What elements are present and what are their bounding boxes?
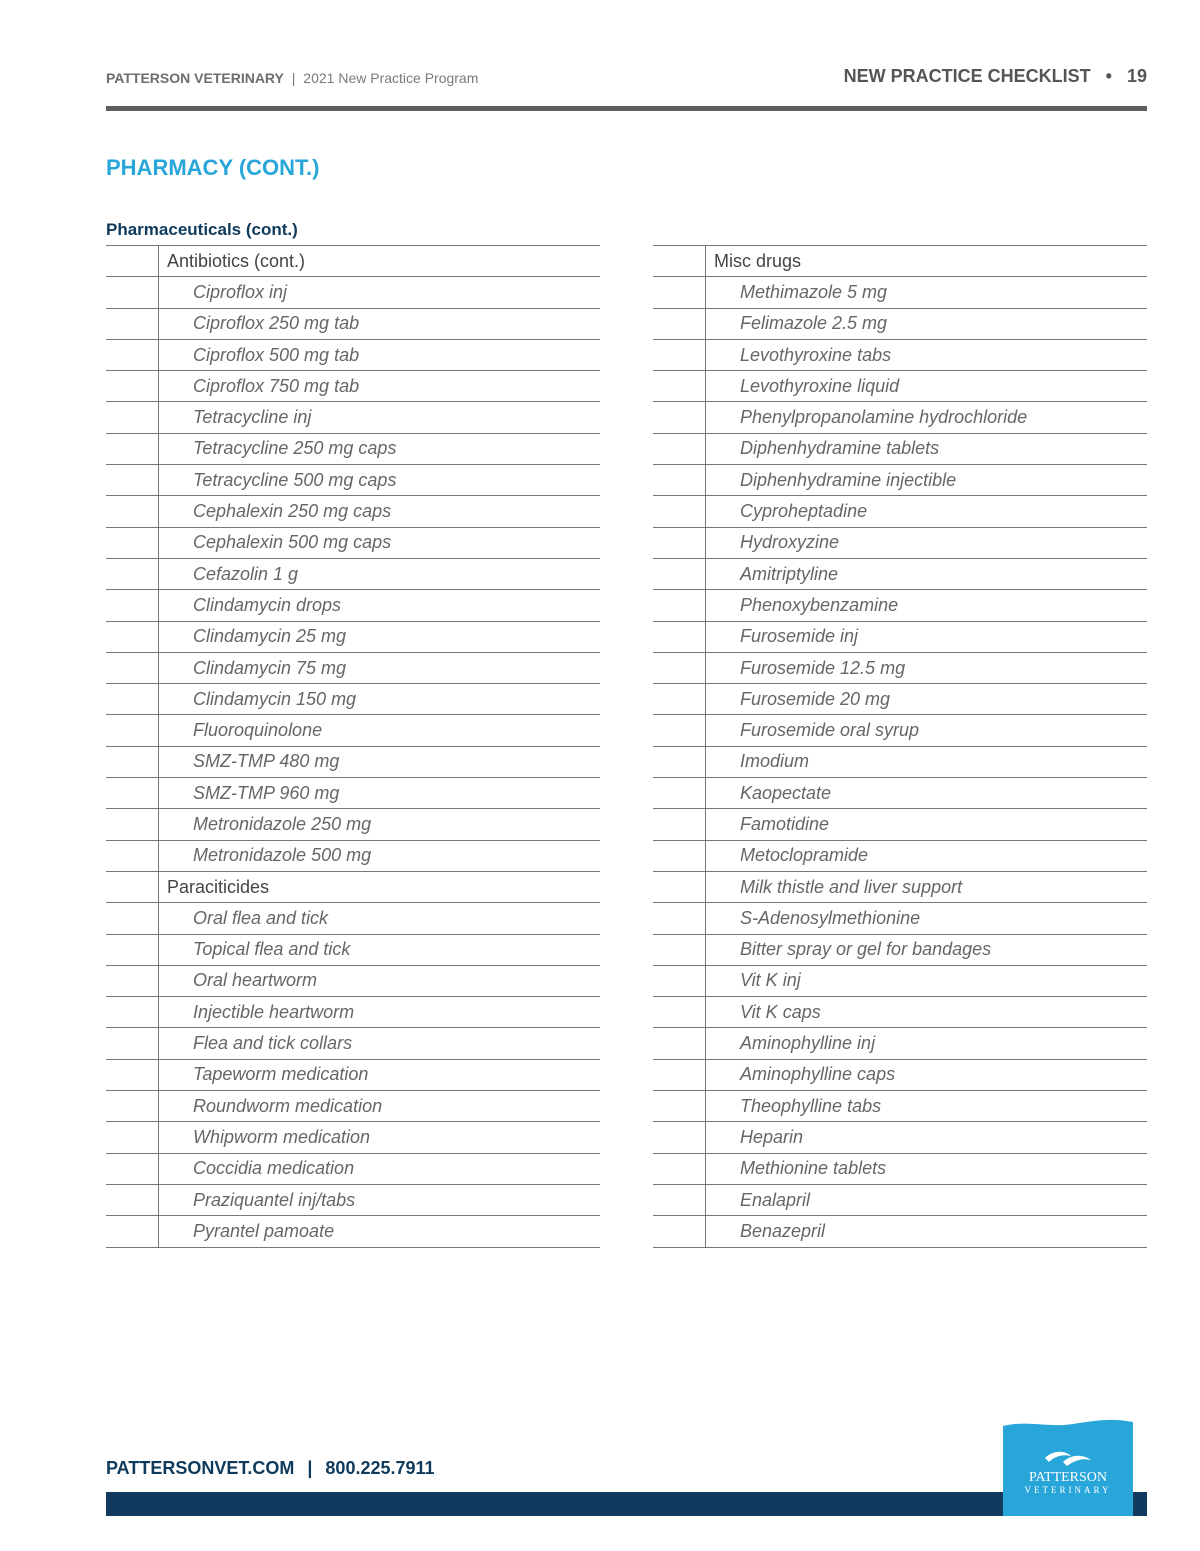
item-label: Aminophylline caps <box>740 1064 896 1085</box>
item-label: Cephalexin 500 mg caps <box>193 532 392 553</box>
checklist-row <box>653 778 1147 809</box>
checkbox-cell[interactable] <box>106 684 159 714</box>
footer-contact <box>106 1458 435 1479</box>
checkbox-cell[interactable] <box>653 684 706 714</box>
checklist-row <box>106 903 600 934</box>
checkbox-cell[interactable] <box>106 528 159 558</box>
checkbox-cell[interactable] <box>106 872 159 902</box>
checkbox-cell[interactable] <box>106 903 159 933</box>
checklist-row <box>106 747 600 778</box>
checklist-row <box>653 1028 1147 1059</box>
footer-separator: | <box>307 1458 313 1478</box>
item-label: Benazepril <box>740 1220 826 1241</box>
checklist-row <box>653 1060 1147 1091</box>
checkbox-cell[interactable] <box>106 715 159 745</box>
category-label: Misc drugs <box>714 250 802 271</box>
footer-phone[interactable]: 800.225.7911 <box>325 1458 435 1478</box>
checkbox-cell[interactable] <box>106 1091 159 1121</box>
checklist-row <box>106 309 600 340</box>
checklist-row <box>653 903 1147 934</box>
item-label: Cefazolin 1 g <box>193 563 299 584</box>
item-label: S-Adenosylmethionine <box>740 907 921 928</box>
item-label: Coccidia medication <box>193 1158 355 1179</box>
item-label: Amitriptyline <box>740 563 839 584</box>
checklist-row <box>106 1122 600 1153</box>
checklist-row <box>106 715 600 746</box>
checklist-row <box>653 402 1147 433</box>
checklist-row <box>653 872 1147 903</box>
checkbox-cell[interactable] <box>106 809 159 839</box>
item-label: Cephalexin 250 mg caps <box>193 501 392 522</box>
checkbox-cell[interactable] <box>653 277 706 307</box>
checkbox-cell[interactable] <box>653 402 706 432</box>
checklist-row <box>653 1122 1147 1153</box>
checklist-row <box>653 715 1147 746</box>
checkbox-cell[interactable] <box>653 997 706 1027</box>
checkbox-cell[interactable] <box>106 1216 159 1246</box>
checkbox-cell[interactable] <box>653 622 706 652</box>
item-label: Felimazole 2.5 mg <box>740 313 888 334</box>
checklist-row <box>106 684 600 715</box>
checkbox-cell[interactable] <box>653 1122 706 1152</box>
checkbox-cell[interactable] <box>106 1028 159 1058</box>
item-label: Kaopectate <box>740 782 832 803</box>
footer-website[interactable]: PATTERSONVET.COM <box>106 1458 295 1478</box>
checkbox-cell[interactable] <box>653 1060 706 1090</box>
checklist-right-column <box>653 245 1147 1248</box>
item-label: Oral heartworm <box>193 970 318 991</box>
section-title: PHARMACY (CONT.) <box>106 155 320 180</box>
header-separator: | <box>291 70 296 86</box>
item-label: Famotidine <box>740 813 830 834</box>
checkbox-cell[interactable] <box>653 872 706 902</box>
checklist-row <box>106 496 600 527</box>
item-label: Aminophylline inj <box>740 1033 876 1054</box>
item-label: Clindamycin 25 mg <box>193 626 347 647</box>
checkbox-cell[interactable] <box>653 1028 706 1058</box>
checklist-row <box>653 590 1147 621</box>
item-label: Vit K inj <box>740 970 801 991</box>
checkbox-cell[interactable] <box>106 309 159 339</box>
item-label: Phenylpropanolamine hydrochloride <box>740 407 1028 428</box>
checklist-row <box>653 496 1147 527</box>
item-label: Furosemide 12.5 mg <box>740 657 906 678</box>
checklist-row <box>653 1185 1147 1216</box>
checklist-row <box>106 371 600 402</box>
item-label: Diphenhydramine tablets <box>740 438 940 459</box>
checkbox-cell[interactable] <box>653 903 706 933</box>
checklist-row <box>106 841 600 872</box>
checklist-left-column <box>106 245 600 1248</box>
checkbox-cell[interactable] <box>653 778 706 808</box>
item-label: Phenoxybenzamine <box>740 594 899 615</box>
category-label: Antibiotics (cont.) <box>167 250 306 271</box>
checklist-row <box>653 997 1147 1028</box>
subsection-title: Pharmaceuticals (cont.) <box>106 220 298 239</box>
checklist-row <box>653 622 1147 653</box>
item-label: Furosemide 20 mg <box>740 688 891 709</box>
checkbox-cell[interactable] <box>653 841 706 871</box>
checklist-row <box>106 277 600 308</box>
item-label: Imodium <box>740 751 810 772</box>
item-label: Enalapril <box>740 1189 811 1210</box>
checklist-row <box>653 434 1147 465</box>
item-label: Hydroxyzine <box>740 532 840 553</box>
checklist-row <box>106 653 600 684</box>
checklist-row <box>653 809 1147 840</box>
checklist-row <box>106 559 600 590</box>
checkbox-cell[interactable] <box>106 465 159 495</box>
checkbox-cell[interactable] <box>106 246 159 276</box>
checkbox-cell[interactable] <box>653 1185 706 1215</box>
category-row <box>106 872 600 903</box>
checkbox-cell[interactable] <box>653 747 706 777</box>
logo-text-bottom: VETERINARY <box>1024 1485 1112 1495</box>
checklist-row <box>653 528 1147 559</box>
item-label: Clindamycin drops <box>193 594 342 615</box>
checkbox-cell[interactable] <box>106 1122 159 1152</box>
checklist-row <box>106 1154 600 1185</box>
header-program-info <box>106 70 478 86</box>
checklist-row <box>106 528 600 559</box>
checkbox-cell[interactable] <box>653 559 706 589</box>
checkbox-cell[interactable] <box>653 1091 706 1121</box>
footer-bar <box>106 1492 1147 1516</box>
item-label: SMZ-TMP 480 mg <box>193 751 340 772</box>
item-label: Ciproflox 250 mg tab <box>193 313 360 334</box>
checklist-row <box>653 371 1147 402</box>
checkbox-cell[interactable] <box>106 496 159 526</box>
item-label: Vit K caps <box>740 1001 821 1022</box>
item-label: Levothyroxine liquid <box>740 375 900 396</box>
checklist-row <box>106 465 600 496</box>
item-label: Whipworm medication <box>193 1126 371 1147</box>
item-label: Levothyroxine tabs <box>740 344 892 365</box>
checklist-row <box>653 684 1147 715</box>
checkbox-cell[interactable] <box>653 653 706 683</box>
checklist-row <box>653 465 1147 496</box>
item-label: Furosemide inj <box>740 626 859 647</box>
item-label: Tetracycline inj <box>193 407 312 428</box>
checkbox-cell[interactable] <box>106 966 159 996</box>
checkbox-cell[interactable] <box>653 715 706 745</box>
item-label: Ciproflox 750 mg tab <box>193 375 360 396</box>
item-label: Heparin <box>740 1126 804 1147</box>
checkbox-cell[interactable] <box>653 246 706 276</box>
bullet-separator: • <box>1105 66 1112 86</box>
logo-text-top: PATTERSON <box>1028 1470 1108 1485</box>
checkbox-cell[interactable] <box>653 434 706 464</box>
item-label: Metronidazole 500 mg <box>193 845 372 866</box>
item-label: Theophylline tabs <box>740 1095 882 1116</box>
checklist-row <box>653 653 1147 684</box>
checklist-row <box>106 935 600 966</box>
checklist-row <box>106 590 600 621</box>
item-label: Fluoroquinolone <box>193 720 323 741</box>
item-label: Ciproflox 500 mg tab <box>193 344 360 365</box>
checkbox-cell[interactable] <box>653 1154 706 1184</box>
checkbox-cell[interactable] <box>106 997 159 1027</box>
item-label: Tapeworm medication <box>193 1064 369 1085</box>
checkbox-cell[interactable] <box>106 841 159 871</box>
checklist-row <box>106 340 600 371</box>
checkbox-cell[interactable] <box>106 778 159 808</box>
item-label: Praziquantel inj/tabs <box>193 1189 356 1210</box>
checkbox-cell[interactable] <box>106 1185 159 1215</box>
checklist-row <box>653 559 1147 590</box>
item-label: Oral flea and tick <box>193 907 329 928</box>
checklist-row <box>106 1216 600 1247</box>
checkbox-cell[interactable] <box>653 966 706 996</box>
item-label: Furosemide oral syrup <box>740 720 920 741</box>
checkbox-cell[interactable] <box>106 622 159 652</box>
checkbox-cell[interactable] <box>106 340 159 370</box>
checkbox-cell[interactable] <box>106 277 159 307</box>
item-label: Bitter spray or gel for bandages <box>740 939 992 960</box>
checkbox-cell[interactable] <box>106 653 159 683</box>
item-label: Diphenhydramine injectible <box>740 469 957 490</box>
item-label: Metoclopramide <box>740 845 869 866</box>
checkbox-cell[interactable] <box>106 1154 159 1184</box>
header-brand: PATTERSON VETERINARY <box>106 70 284 86</box>
page-number: 19 <box>1126 66 1147 86</box>
checklist-row <box>653 309 1147 340</box>
checklist-row <box>106 402 600 433</box>
checklist-row <box>106 1091 600 1122</box>
item-label: Clindamycin 75 mg <box>193 657 347 678</box>
item-label: Tetracycline 250 mg caps <box>193 438 397 459</box>
item-label: SMZ-TMP 960 mg <box>193 782 340 803</box>
item-label: Ciproflox inj <box>193 281 288 302</box>
checklist-row <box>653 747 1147 778</box>
checklist-row <box>106 809 600 840</box>
checkbox-cell[interactable] <box>106 935 159 965</box>
checkbox-cell[interactable] <box>653 1216 706 1246</box>
checklist-row <box>653 277 1147 308</box>
patterson-veterinary-logo <box>1003 1418 1133 1516</box>
item-label: Pyrantel pamoate <box>193 1220 335 1241</box>
category-row <box>106 246 600 277</box>
item-label: Injectible heartworm <box>193 1001 355 1022</box>
checkbox-cell[interactable] <box>653 809 706 839</box>
checklist-row <box>653 841 1147 872</box>
item-label: Cyproheptadine <box>740 501 868 522</box>
checkbox-cell[interactable] <box>106 371 159 401</box>
checkbox-cell[interactable] <box>653 371 706 401</box>
checklist-row <box>106 1185 600 1216</box>
checkbox-cell[interactable] <box>106 434 159 464</box>
checklist-row <box>653 1216 1147 1247</box>
checkbox-cell[interactable] <box>106 402 159 432</box>
item-label: Roundworm medication <box>193 1095 383 1116</box>
item-label: Flea and tick collars <box>193 1033 353 1054</box>
checkbox-cell[interactable] <box>106 590 159 620</box>
checklist-row <box>653 935 1147 966</box>
checklist-row <box>106 1060 600 1091</box>
checklist-row <box>106 997 600 1028</box>
checklist-row <box>106 966 600 997</box>
checkbox-cell[interactable] <box>653 309 706 339</box>
checkbox-cell[interactable] <box>106 559 159 589</box>
checkbox-cell[interactable] <box>653 340 706 370</box>
checkbox-cell[interactable] <box>653 465 706 495</box>
item-label: Milk thistle and liver support <box>740 876 963 897</box>
header-rule <box>106 106 1147 111</box>
checklist-row <box>106 1028 600 1059</box>
item-label: Methimazole 5 mg <box>740 281 888 302</box>
item-label: Metronidazole 250 mg <box>193 813 372 834</box>
header-program: 2021 New Practice Program <box>303 70 479 86</box>
checklist-row <box>653 1091 1147 1122</box>
category-row <box>653 246 1147 277</box>
checklist-row <box>106 434 600 465</box>
checklist-row <box>653 1154 1147 1185</box>
checkbox-cell[interactable] <box>653 590 706 620</box>
checklist-row <box>653 966 1147 997</box>
category-label: Paraciticides <box>167 876 270 897</box>
checkbox-cell[interactable] <box>653 496 706 526</box>
checklist-row <box>106 622 600 653</box>
checkbox-cell[interactable] <box>653 935 706 965</box>
checkbox-cell[interactable] <box>653 528 706 558</box>
checklist-title: NEW PRACTICE CHECKLIST <box>843 66 1091 86</box>
checklist-row <box>653 340 1147 371</box>
item-label: Methionine tablets <box>740 1158 887 1179</box>
item-label: Tetracycline 500 mg caps <box>193 469 397 490</box>
item-label: Topical flea and tick <box>193 939 351 960</box>
checkbox-cell[interactable] <box>106 1060 159 1090</box>
header-checklist-info <box>844 66 1147 87</box>
item-label: Clindamycin 150 mg <box>193 688 357 709</box>
checklist-row <box>106 778 600 809</box>
checkbox-cell[interactable] <box>106 747 159 777</box>
